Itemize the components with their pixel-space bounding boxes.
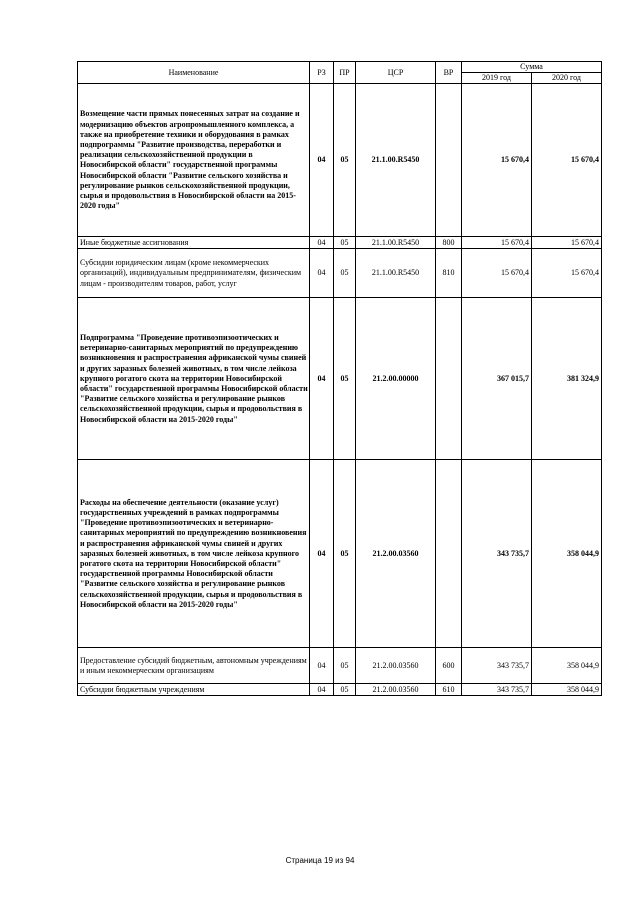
header-vr: ВР	[436, 62, 462, 84]
row-2020: 15 670,4	[532, 84, 602, 237]
row-csr: 21.2.00.03560	[356, 460, 436, 648]
row-vr: 810	[436, 249, 462, 298]
row-vr: 600	[436, 648, 462, 684]
row-csr: 21.2.00.00000	[356, 298, 436, 460]
row-pr: 05	[334, 237, 356, 249]
row-rz: 04	[310, 84, 334, 237]
row-pr: 05	[334, 460, 356, 648]
table-row	[78, 237, 602, 249]
row-csr: 21.1.00.R5450	[356, 249, 436, 298]
header-sum: Сумма	[462, 62, 602, 73]
row-name: Расходы на обеспечение деятельности (оказание услуг) государственных учреждений в рамках подпрограммы "Проведение противоэпизоотических и ветеринарно-санитарных мероприятий по предупреждению возникновения и распространения африканской чумы свиней и других заразных болезней животных, в том числе лейкоза крупного рогатого скота на территории Новосибирской области" государственной программы Новосибирской области "Развитие сельского хозяйства и регулирование рынков сельскохозяйственной продукции, сырья и продовольствия в Новосибирской области на 2015-2020 годы"	[78, 460, 310, 648]
row-2019: 343 735,7	[462, 648, 532, 684]
table-row	[78, 460, 602, 648]
row-rz: 04	[310, 237, 334, 249]
row-pr: 05	[334, 84, 356, 237]
row-vr: 800	[436, 237, 462, 249]
row-2019: 15 670,4	[462, 84, 532, 237]
row-2020: 15 670,4	[532, 237, 602, 249]
row-2020: 358 044,9	[532, 684, 602, 696]
table-row	[78, 648, 602, 684]
row-2020: 358 044,9	[532, 648, 602, 684]
row-rz: 04	[310, 249, 334, 298]
row-vr: 610	[436, 684, 462, 696]
row-rz: 04	[310, 684, 334, 696]
row-2019: 343 735,7	[462, 460, 532, 648]
row-2020: 358 044,9	[532, 460, 602, 648]
row-name: Возмещение части прямых понесенных затрат на создание и модернизацию объектов агропромышленного комплекса, а также на приобретение техники и оборудования в рамках подпрограммы "Развитие производства, переработки и реализации сельскохозяйственной продукции в Новосибирской области" государственной программы Новосибирской области "Развитие сельского хозяйства и регулирование рынков сельскохозяйственной продукции, сырья и продовольствия в Новосибирской области на 2015-2020 годы"	[78, 84, 310, 237]
budget-table	[77, 61, 602, 696]
row-name: Субсидии юридическим лицам (кроме некоммерческих организаций), индивидуальным предпринимателям, физическим лицам - производителям товаров, работ, услуг	[78, 249, 310, 298]
header-2020: 2020 год	[532, 73, 602, 84]
row-2019: 15 670,4	[462, 249, 532, 298]
row-name: Иные бюджетные ассигнования	[78, 237, 310, 249]
table-row	[78, 249, 602, 298]
row-2019: 15 670,4	[462, 237, 532, 249]
row-csr: 21.2.00.03560	[356, 684, 436, 696]
row-pr: 05	[334, 249, 356, 298]
row-pr: 05	[334, 684, 356, 696]
row-2019: 367 015,7	[462, 298, 532, 460]
table-row	[78, 684, 602, 696]
header-csr: ЦСР	[356, 62, 436, 84]
row-name: Субсидии бюджетным учреждениям	[78, 684, 310, 696]
table-row	[78, 298, 602, 460]
row-name: Подпрограмма "Проведение противоэпизоотических и ветеринарно-санитарных мероприятий по предупреждению возникновения и распространения африканской чумы свиней и других заразных болезней животных, в том числе лейкоза крупного рогатого скота на территории Новосибирской области" государственной программы Новосибирской области "Развитие сельского хозяйства и регулирование рынков сельскохозяйственной продукции, сырья и продовольствия в Новосибирской области на 2015-2020 годы"	[78, 298, 310, 460]
header-pr: ПР	[334, 62, 356, 84]
row-csr: 21.1.00.R5450	[356, 84, 436, 237]
row-rz: 04	[310, 648, 334, 684]
row-rz: 04	[310, 460, 334, 648]
row-vr	[436, 84, 462, 237]
row-name: Предоставление субсидий бюджетным, автономным учреждениям и иным некоммерческим организациям	[78, 648, 310, 684]
header-2019: 2019 год	[462, 73, 532, 84]
row-csr: 21.1.00.R5450	[356, 237, 436, 249]
row-rz: 04	[310, 298, 334, 460]
table-row	[78, 84, 602, 237]
row-pr: 05	[334, 298, 356, 460]
row-2019: 343 735,7	[462, 684, 532, 696]
row-2020: 381 324,9	[532, 298, 602, 460]
header-name: Наименование	[78, 62, 310, 84]
page-number: Страница 19 из 94	[285, 856, 355, 865]
row-vr	[436, 460, 462, 648]
header-rz: РЗ	[310, 62, 334, 84]
row-pr: 05	[334, 648, 356, 684]
row-csr: 21.2.00.03560	[356, 648, 436, 684]
row-vr	[436, 298, 462, 460]
row-2020: 15 670,4	[532, 249, 602, 298]
